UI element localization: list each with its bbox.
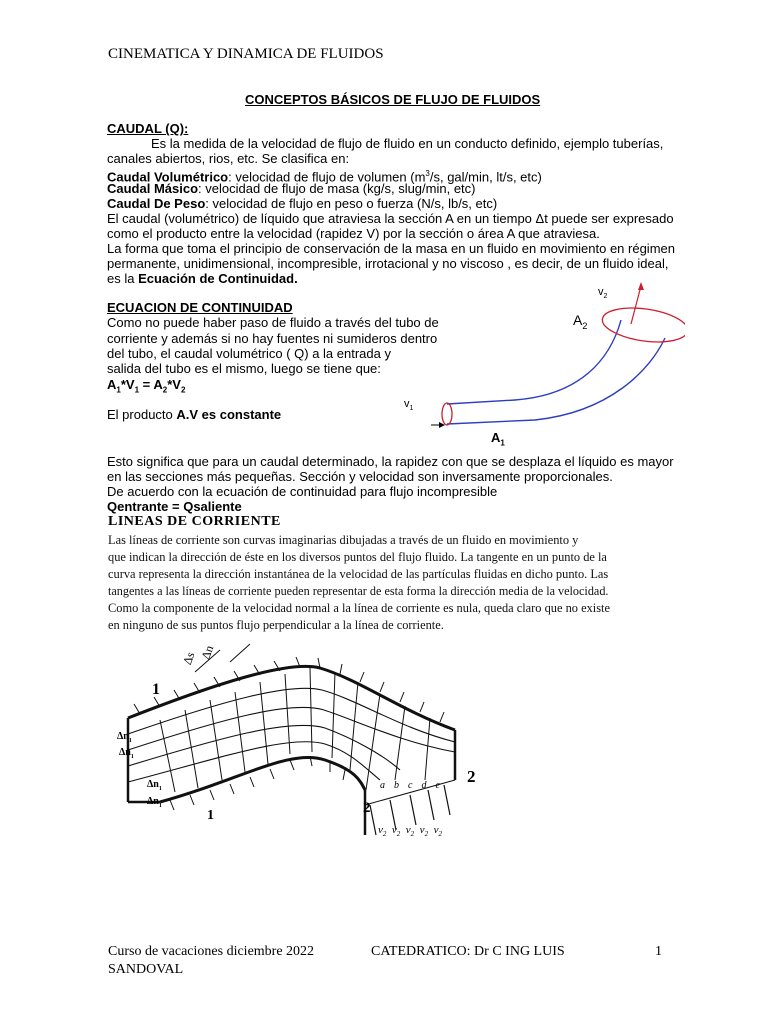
inlet-section — [442, 403, 452, 425]
caudal-p1: El caudal (volumétrico) de líquido que atraviesa la sección A en un tiempo Δt puede ser expresado — [107, 211, 674, 226]
label-a1: $A_1$ — [491, 430, 505, 448]
grid-label-1-bottom: 1 — [207, 808, 214, 823]
footer-left-1: Curso de vacaciones diciembre 2022 — [108, 944, 315, 959]
continuidad-l3: del tubo, el caudal volumétrico ( Q) a la entrada y — [107, 346, 391, 361]
caudal-p3: La forma que toma el principio de conservación de la masa en un fluido en movimiento en régimen — [107, 241, 675, 256]
label-a2: $A_2$ — [573, 312, 588, 331]
caudal-peso — [107, 196, 497, 212]
footer-left-2: SANDOVAL — [108, 962, 184, 977]
grid-dn-2: $\Delta n_1$ — [119, 747, 134, 760]
outlet-arrow — [631, 286, 641, 324]
caudal-heading: CAUDAL (Q): — [107, 121, 189, 136]
lineas-s5: Como la componente de la velocidad normal a la línea de corriente es nula, queda claro que no existe — [108, 601, 610, 615]
header-title: CINEMATICA Y DINAMICA DE FLUIDOS — [108, 46, 384, 62]
lineas-s3: curva representa la dirección instantánea de la velocidad de las partículas fluidas en dicho punto. Las — [108, 567, 609, 581]
lineas-s2: que indican la dirección de éste en los diversos puntos del flujo fluido. La tangente en un punto de la — [108, 550, 607, 564]
label-v2: $v_2$ — [598, 286, 608, 301]
label-v1: $v_1$ — [404, 398, 414, 413]
tube-top-wall — [447, 338, 665, 424]
after-line2: en las secciones más pequeñas. Sección y velocidad son inversamente proporcionales. — [107, 469, 613, 484]
flow-net-diagram — [100, 630, 520, 860]
producto-a: El producto — [107, 407, 177, 422]
caudal-vol-label: Caudal Volumétrico — [107, 169, 229, 185]
after-line3: De acuerdo con la ecuación de continuidad para flujo incompresible — [107, 484, 498, 499]
flow-net-inner-wall — [160, 757, 365, 802]
page-number: 1 — [655, 944, 662, 959]
grid-label-2-right: 2 — [467, 767, 476, 786]
footer-center: CATEDRATICO: Dr C ING LUIS — [371, 944, 565, 959]
caudal-p5-b: Ecuación de Continuidad. — [138, 271, 298, 286]
lineas-s6: en ninguno de sus puntos flujo perpendicular a la línea de corriente. — [108, 618, 444, 632]
caudal-vol-text-b: /s, gal/min, lt/s, etc) — [429, 169, 542, 185]
caudal-line2: canales abiertos, rios, etc. Se clasifica en: — [107, 151, 350, 166]
stream-tube-diagram — [395, 280, 685, 450]
lineas-s1: Las líneas de corriente son curvas imaginarias dibujadas a través de un fluido en movimiento y — [108, 533, 579, 547]
continuidad-l2: corriente y además si no hay fuentes ni sumideros dentro — [107, 331, 438, 346]
caudal-vol-sup: 3 — [425, 169, 430, 178]
after-line1: Esto significa que para un caudal determinado, la rapidez con que se desplaza el líquido es mayor — [107, 454, 674, 469]
producto-line — [107, 407, 281, 423]
grid-cell-letters: abcde — [380, 780, 449, 791]
grid-dn-top: Δn — [198, 643, 217, 662]
grid-velocity-labels: $v_2$ $v_2$ $v_2$ $v_2$ $v_2$ — [378, 824, 442, 839]
flow-net-outer-wall — [128, 666, 455, 730]
caudal-line1: Es la medida de la velocidad de flujo de fluido en un conducto definido, ejemplo tuberías, — [151, 136, 664, 151]
caudal-p2: como el producto entre la velocidad (rapidez V) por la sección o área A que atraviesa. — [107, 226, 600, 241]
continuidad-l1: Como no puede haber paso de fluido a través del tubo de — [107, 315, 439, 330]
continuidad-heading: ECUACION DE CONTINUIDAD — [107, 300, 293, 315]
caudal-peso-text: : velocidad de flujo en peso o fuerza (N/s, lb/s, etc) — [205, 196, 498, 211]
continuidad-l4: salida del tubo es el mismo, luego se tiene que: — [107, 361, 381, 376]
tube-bottom-wall — [447, 320, 621, 404]
caudal-mas-label: Caudal Másico — [107, 181, 199, 196]
grid-label-1-top: 1 — [152, 681, 160, 698]
grid-label-2-bottom: 2 — [363, 800, 371, 816]
grid-dn-3: $\Delta n_1$ — [147, 779, 162, 792]
caudal-vol-text: : velocidad de flujo de volumen (m — [228, 169, 426, 185]
producto-b: A.V es constante — [176, 407, 282, 422]
grid-ds: Δs — [180, 650, 198, 667]
lineas-heading: LINEAS DE CORRIENTE — [108, 514, 281, 529]
grid-dn-4: $\Delta n_1$ — [147, 796, 162, 809]
continuity-equation: $A_1*V_1 = A_2*V_2$ — [107, 377, 186, 395]
caudal-masico — [107, 181, 476, 197]
caudal-p5 — [107, 271, 298, 287]
caudal-mas-text: : velocidad de flujo de masa (kg/s, slug/min, etc) — [198, 181, 476, 196]
lineas-s4: tangentes a las líneas de corriente pueden representar de esta forma la dirección media de la velocidad. — [108, 584, 609, 598]
outlet-arrowhead — [638, 282, 644, 290]
grid-dn-1: $\Delta n_1$ — [117, 731, 132, 744]
caudal-p5-a: es la — [107, 271, 139, 286]
caudal-p4: permanente, unidimensional, incompresible, irrotacional y no viscoso , es decir, de un fluido ideal, — [107, 256, 669, 271]
after-line4: Qentrante = Qsaliente — [107, 499, 242, 514]
main-title: CONCEPTOS BÁSICOS DE FLUJO DE FLUIDOS — [245, 92, 541, 107]
caudal-peso-label: Caudal De Peso — [107, 196, 206, 211]
